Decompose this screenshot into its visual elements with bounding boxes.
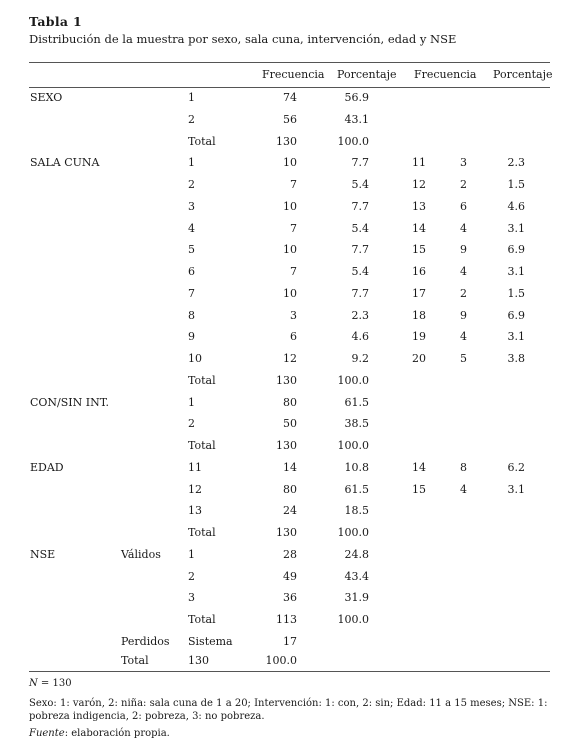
row-percent: 100.0: [337, 526, 369, 539]
row-percent: 2.3: [351, 309, 369, 322]
row-frequency-2: 4: [460, 222, 467, 235]
row-frequency: 3: [290, 309, 297, 322]
row-percent: 4.6: [351, 330, 369, 343]
row-percent-2: 1.5: [507, 178, 525, 191]
row-percent: 61.5: [344, 396, 369, 409]
row-frequency: 80: [283, 483, 297, 496]
row-category: 3: [188, 200, 195, 213]
row-frequency: 130: [276, 439, 297, 452]
row-percent-2: 3.1: [507, 330, 525, 343]
row-percent: 10.8: [344, 461, 369, 474]
row-frequency: 28: [283, 548, 297, 561]
row-frequency: 80: [283, 396, 297, 409]
row-category-2: 12: [412, 178, 426, 191]
header-frecuencia-2: Frecuencia: [414, 68, 477, 81]
row-frequency: 14: [283, 461, 297, 474]
row-percent: 7.7: [351, 156, 369, 169]
row-frequency: 12: [283, 352, 297, 365]
row-frequency: 17: [283, 635, 297, 648]
row-percent-2: 6.9: [507, 243, 525, 256]
row-category-2: 11: [412, 156, 426, 169]
row-frequency-2: 2: [460, 287, 467, 300]
row-category: Sistema: [188, 635, 233, 648]
row-frequency: 10: [283, 287, 297, 300]
row-percent: 18.5: [344, 504, 369, 517]
row-frequency-2: 4: [460, 265, 467, 278]
row-category: 1: [188, 396, 195, 409]
row-category: 9: [188, 330, 195, 343]
row-percent-2: 3.8: [507, 352, 525, 365]
row-percent: 31.9: [344, 591, 369, 604]
row-category: Total: [188, 135, 216, 148]
row-frequency-2: 4: [460, 483, 467, 496]
row-frequency: 50: [283, 417, 297, 430]
row-category-2: 20: [412, 352, 426, 365]
row-frequency-2: 2: [460, 178, 467, 191]
header-porcentaje-1: Porcentaje: [337, 68, 397, 81]
row-frequency: 7: [290, 178, 297, 191]
row-percent: 100.0: [337, 374, 369, 387]
row-percent: 61.5: [344, 483, 369, 496]
row-group: SALA CUNA: [30, 156, 100, 169]
row-percent-2: 3.1: [507, 483, 525, 496]
row-frequency-2: 8: [460, 461, 467, 474]
final-total-label: Total: [121, 654, 149, 667]
row-percent: 7.7: [351, 243, 369, 256]
row-category: 12: [188, 483, 202, 496]
final-total-percent: 100.0: [265, 654, 297, 667]
row-percent: 100.0: [337, 439, 369, 452]
row-category: 11: [188, 461, 202, 474]
row-frequency: 56: [283, 113, 297, 126]
row-percent: 5.4: [351, 178, 369, 191]
row-percent-2: 2.3: [507, 156, 525, 169]
row-percent: 24.8: [344, 548, 369, 561]
row-group: CON/SIN INT.: [30, 396, 109, 409]
row-category: 1: [188, 156, 195, 169]
row-percent: 43.4: [344, 570, 369, 583]
row-category-2: 14: [412, 222, 426, 235]
row-percent: 7.7: [351, 287, 369, 300]
row-category: 8: [188, 309, 195, 322]
row-percent: 7.7: [351, 200, 369, 213]
row-frequency: 130: [276, 526, 297, 539]
row-category: Total: [188, 613, 216, 626]
row-frequency: 24: [283, 504, 297, 517]
row-percent-2: 6.2: [507, 461, 525, 474]
row-percent: 56.9: [344, 91, 369, 104]
row-category: Total: [188, 374, 216, 387]
source-label: Fuente: [29, 728, 65, 739]
table-subtitle: Distribución de la muestra por sexo, sala cuna, intervención, edad y NSE: [29, 32, 457, 46]
row-category: 13: [188, 504, 202, 517]
n-value: = 130: [37, 678, 72, 689]
header-rule: [29, 87, 550, 88]
row-frequency: 7: [290, 265, 297, 278]
row-category-2: 18: [412, 309, 426, 322]
row-subgroup: Perdidos: [121, 635, 170, 648]
row-category-2: 16: [412, 265, 426, 278]
row-group: NSE: [30, 548, 56, 561]
n-label: N: [29, 678, 38, 689]
source-note: [29, 727, 550, 740]
row-category: 3: [188, 591, 195, 604]
row-frequency: 36: [283, 591, 297, 604]
row-subgroup: Válidos: [121, 548, 161, 561]
row-frequency: 10: [283, 200, 297, 213]
row-group: EDAD: [30, 461, 64, 474]
row-percent: 43.1: [344, 113, 369, 126]
bottom-rule: [29, 671, 550, 672]
row-frequency-2: 5: [460, 352, 467, 365]
row-category-2: 15: [412, 483, 426, 496]
row-category: 1: [188, 548, 195, 561]
row-frequency-2: 4: [460, 330, 467, 343]
row-category: 5: [188, 243, 195, 256]
row-category: 2: [188, 113, 195, 126]
row-frequency: 130: [276, 374, 297, 387]
row-percent-2: 3.1: [507, 222, 525, 235]
row-category-2: 13: [412, 200, 426, 213]
row-percent: 5.4: [351, 222, 369, 235]
row-category: 2: [188, 570, 195, 583]
table-title: Tabla 1: [29, 14, 82, 29]
row-percent-2: 4.6: [507, 200, 525, 213]
row-category-2: 17: [412, 287, 426, 300]
row-category: 1: [188, 91, 195, 104]
row-frequency-2: 3: [460, 156, 467, 169]
row-percent: 100.0: [337, 135, 369, 148]
row-frequency: 49: [283, 570, 297, 583]
sample-size-note: [29, 677, 550, 690]
header-porcentaje-2: Porcentaje: [493, 68, 553, 81]
row-frequency: 10: [283, 156, 297, 169]
row-frequency-2: 6: [460, 200, 467, 213]
row-group: SEXO: [30, 91, 63, 104]
row-frequency: 7: [290, 222, 297, 235]
top-rule: [29, 62, 550, 63]
final-total-count: 130: [188, 654, 209, 667]
row-category: 2: [188, 178, 195, 191]
row-frequency-2: 9: [460, 309, 467, 322]
row-percent-2: 6.9: [507, 309, 525, 322]
row-percent: 100.0: [337, 613, 369, 626]
legend-note: Sexo: 1: varón, 2: niña: sala cuna de 1 a 20; Intervención: 1: con, 2: sin; Edad: 11 a 15 meses; NSE: 1: pobreza indigencia, 2: pobreza, 3: no pobreza.: [29, 698, 548, 722]
row-frequency: 74: [283, 91, 297, 104]
row-frequency: 6: [290, 330, 297, 343]
row-frequency: 113: [276, 613, 297, 626]
row-category-2: 15: [412, 243, 426, 256]
row-frequency-2: 9: [460, 243, 467, 256]
row-percent: 9.2: [351, 352, 369, 365]
source-text: : elaboración propia.: [64, 728, 170, 739]
row-percent-2: 1.5: [507, 287, 525, 300]
row-category: 10: [188, 352, 202, 365]
row-frequency: 130: [276, 135, 297, 148]
row-percent-2: 3.1: [507, 265, 525, 278]
row-category: 4: [188, 222, 195, 235]
row-category: 2: [188, 417, 195, 430]
row-category-2: 19: [412, 330, 426, 343]
row-percent: 38.5: [344, 417, 369, 430]
row-percent: 5.4: [351, 265, 369, 278]
header-frecuencia-1: Frecuencia: [262, 68, 325, 81]
row-category: 7: [188, 287, 195, 300]
row-category-2: 14: [412, 461, 426, 474]
row-frequency: 10: [283, 243, 297, 256]
row-category: Total: [188, 439, 216, 452]
row-category: Total: [188, 526, 216, 539]
row-category: 6: [188, 265, 195, 278]
